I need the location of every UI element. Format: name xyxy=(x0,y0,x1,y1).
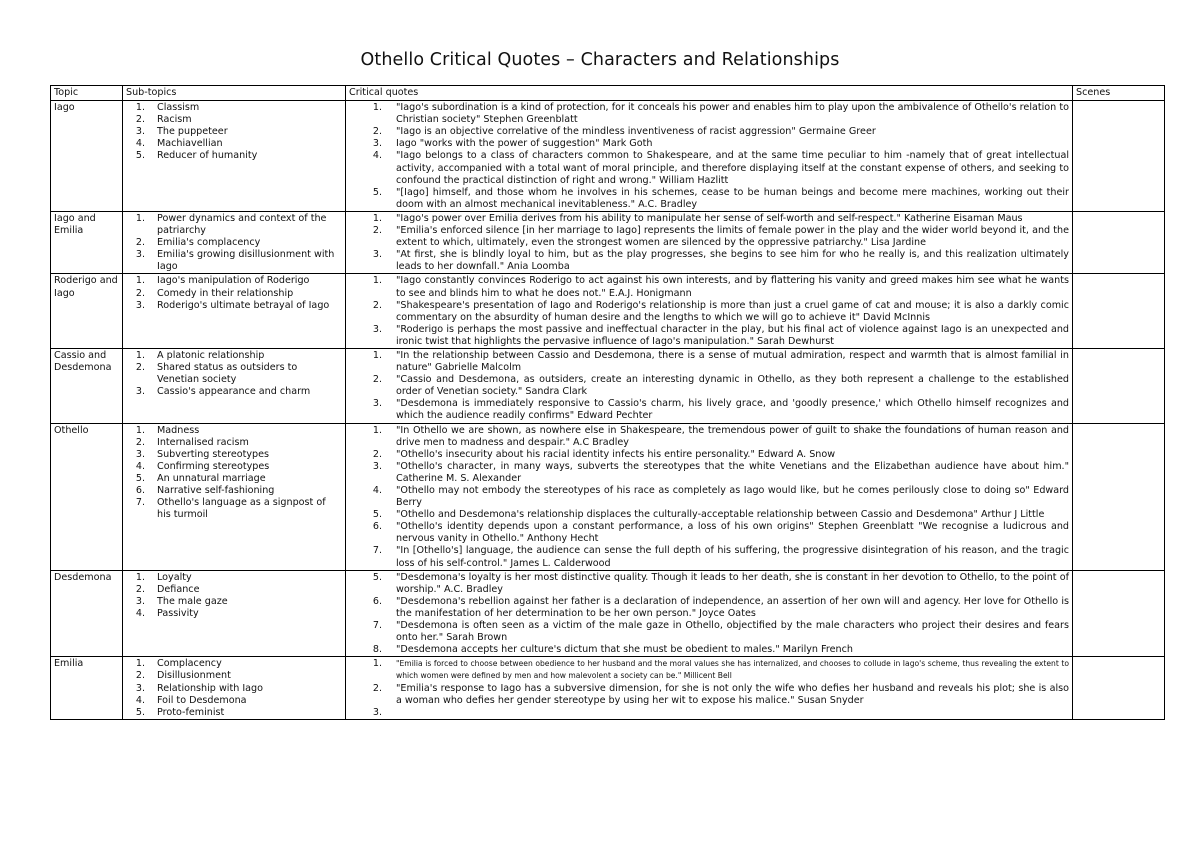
quote-number: 1. xyxy=(372,212,382,224)
table-row xyxy=(51,348,1165,423)
quote-number: 3. xyxy=(372,323,382,335)
subtopic-item xyxy=(126,596,342,608)
quote-number: 1. xyxy=(372,349,382,361)
quote-number: 4. xyxy=(372,150,382,162)
quote-text: "Desdemona accepts her culture's dictum that she must be obedient to males." Marilyn French xyxy=(396,644,853,656)
subtopic-number: 2. xyxy=(135,670,145,682)
quote-number: 1. xyxy=(372,102,382,114)
subtopic-number: 5. xyxy=(135,150,145,162)
subtopic-number: 1. xyxy=(135,571,145,583)
topic-cell: Cassio and Desdemona xyxy=(51,348,123,423)
subtopic-item xyxy=(126,350,342,362)
topic-cell: Emilia xyxy=(51,657,123,719)
subtopic-text: An unnatural marriage xyxy=(157,472,266,484)
quote-text: "Othello's identity depends upon a constant performance, a loss of his own origins" Stephen Greenblatt "We recognise a ludicrous and nervous vanity in Othello." Anthony Hecht xyxy=(396,521,1069,545)
table-row xyxy=(51,657,1165,719)
subtopic-text: Internalised racism xyxy=(157,436,249,448)
subtopics-cell xyxy=(123,211,346,273)
quote-text: "Iago's subordination is a kind of protection, for it conceals his power and enables him to play upon the ambivalence of Othello's relation to Christian society" Stephen Greenblatt xyxy=(396,102,1069,126)
quote-number: 1. xyxy=(372,658,382,670)
subtopic-text: Roderigo's ultimate betrayal of Iago xyxy=(157,299,330,311)
subtopic-item xyxy=(126,707,342,719)
subtopic-text: Emilia's complacency xyxy=(157,237,261,249)
subtopic-text: Confirming stereotypes xyxy=(157,460,270,472)
subtopics-cell xyxy=(123,101,346,212)
subtopic-item xyxy=(126,497,342,521)
quote-item xyxy=(349,126,1069,138)
quote-item xyxy=(349,449,1069,461)
subtopic-item xyxy=(126,449,342,461)
quote-item xyxy=(349,620,1069,644)
subtopic-item xyxy=(126,138,342,150)
scenes-cell xyxy=(1073,211,1165,273)
subtopic-item xyxy=(126,572,342,584)
quote-text: "Emilia is forced to choose between obedience to her husband and the moral values she has internalized, and chooses to collude in Iago's scheme, thus revealing the extent to which women were defined by men and how malevolent a society can be." Millicent Bell xyxy=(396,659,1069,681)
table-row xyxy=(51,101,1165,212)
subtopic-text: Racism xyxy=(157,114,192,126)
subtopic-item xyxy=(126,437,342,449)
quote-text: "In [Othello's] language, the audience can sense the full depth of his suffering, the progressive disintegration of his reason, and the tragic loss of his self-control." James L. Calderwood xyxy=(396,545,1069,569)
quote-number: 3. xyxy=(372,706,382,718)
quote-item xyxy=(349,350,1069,374)
quote-number: 4. xyxy=(372,485,382,496)
quote-text: "Othello's character, in many ways, subverts the stereotypes that the white Venetians and the Elizabethan audience have about him." Catherine M. S. Alexander xyxy=(396,460,1069,484)
subtopic-text: Proto-feminist xyxy=(157,706,225,718)
subtopic-text: Passivity xyxy=(157,607,199,619)
quote-item xyxy=(349,225,1069,249)
subtopic-text: Madness xyxy=(157,424,200,436)
quote-item xyxy=(349,572,1069,596)
subtopic-number: 3. xyxy=(135,448,145,460)
quote-item xyxy=(349,509,1069,521)
quote-item xyxy=(349,521,1069,545)
quote-text: "Iago constantly convinces Roderigo to act against his own interests, and by flattering his vanity and greed makes him see what he wants to see and blinds him to what he does not." E.A.J. Honigmann xyxy=(396,275,1069,299)
subtopic-number: 6. xyxy=(135,485,145,496)
subtopic-item xyxy=(126,300,342,312)
subtopic-number: 1. xyxy=(135,275,145,287)
quote-text: Iago "works with the power of suggestion" Mark Goth xyxy=(396,138,653,150)
quote-item xyxy=(349,644,1069,656)
subtopic-item xyxy=(126,213,342,237)
subtopic-text: Emilia's growing disillusionment with Iago xyxy=(157,249,335,273)
subtopic-text: Comedy in their relationship xyxy=(157,287,294,299)
subtopic-text: The male gaze xyxy=(157,595,228,607)
quote-item xyxy=(349,658,1069,682)
subtopic-text: Complacency xyxy=(157,658,222,670)
quote-item xyxy=(349,324,1069,348)
subtopic-item xyxy=(126,425,342,437)
subtopic-item xyxy=(126,670,342,682)
header-critical-quotes: Critical quotes xyxy=(346,86,1073,101)
subtopic-number: 3. xyxy=(135,682,145,694)
quote-text: "Othello may not embody the stereotypes of his race as completely as Iago would like, but he comes perilously close to doing so" Edward Berry xyxy=(396,485,1069,509)
subtopic-text: Narrative self-fashioning xyxy=(157,485,275,496)
quote-number: 2. xyxy=(372,682,382,694)
subtopic-number: 1. xyxy=(135,349,145,361)
subtopic-text: A platonic relationship xyxy=(157,349,265,361)
quote-number: 1. xyxy=(372,275,382,287)
table-header-row xyxy=(51,86,1165,101)
subtopic-item xyxy=(126,695,342,707)
subtopic-number: 4. xyxy=(135,607,145,619)
quote-item xyxy=(349,683,1069,707)
topic-cell: Desdemona xyxy=(51,570,123,657)
quote-item xyxy=(349,213,1069,225)
quotes-table xyxy=(50,85,1165,720)
subtopic-text: Loyalty xyxy=(157,571,192,583)
subtopic-item xyxy=(126,461,342,473)
header-subtopics: Sub-topics xyxy=(123,86,346,101)
quote-number: 5. xyxy=(372,186,382,198)
subtopic-number: 2. xyxy=(135,114,145,126)
subtopic-item xyxy=(126,150,342,162)
quotes-cell xyxy=(346,274,1073,349)
quote-text: "Desdemona is immediately responsive to Cassio's charm, his lively grace, and 'goodly presence,' which Othello himself recognizes and which the audience readily confirms" Edward Pechter xyxy=(396,398,1069,422)
quote-text: "At first, she is blindly loyal to him, but as the play progresses, she begins to see him for who he really is, and this realization ultimately leads to her downfall." Ania Loomba xyxy=(396,249,1069,273)
quote-item xyxy=(349,596,1069,620)
quote-item xyxy=(349,102,1069,126)
quote-number: 7. xyxy=(372,620,382,632)
quote-item xyxy=(349,150,1069,186)
quote-text: "Desdemona is often seen as a victim of the male gaze in Othello, objectified by the male characters who project their desires and fears onto her." Sarah Brown xyxy=(396,620,1069,644)
subtopic-item xyxy=(126,126,342,138)
quote-text: "In the relationship between Cassio and Desdemona, there is a sense of mutual admiration, respect and warmth that is almost familial in nature" Gabrielle Malcolm xyxy=(396,349,1069,374)
subtopic-item xyxy=(126,362,342,386)
quote-number: 2. xyxy=(372,374,382,386)
subtopic-number: 3. xyxy=(135,386,145,398)
quotes-cell xyxy=(346,211,1073,273)
quote-text: "Cassio and Desdemona, as outsiders, create an interesting dynamic in Othello, as they both represent a challenge to the established order of Venetian society." Sandra Clark xyxy=(396,374,1069,398)
subtopics-cell xyxy=(123,570,346,657)
quote-item xyxy=(349,707,1069,719)
quotes-cell xyxy=(346,657,1073,719)
quote-item xyxy=(349,138,1069,150)
subtopics-cell xyxy=(123,423,346,570)
subtopic-item xyxy=(126,473,342,485)
quote-text: "Othello and Desdemona's relationship displaces the culturally-acceptable relationship between Cassio and Desdemona" Arthur J Little xyxy=(396,509,1045,521)
table-row xyxy=(51,211,1165,273)
quotes-cell xyxy=(346,570,1073,657)
quote-item xyxy=(349,249,1069,273)
quote-text xyxy=(396,707,1069,719)
scenes-cell xyxy=(1073,570,1165,657)
subtopic-text: Disillusionment xyxy=(157,670,231,682)
subtopic-text: Power dynamics and context of the patriarchy xyxy=(157,212,327,237)
quote-text: "Desdemona's loyalty is her most distinctive quality. Though it leads to her death, she is constant in her devotion to Othello, to the point of worship." A.C. Bradley xyxy=(396,571,1069,595)
quotes-cell xyxy=(346,101,1073,212)
quote-item xyxy=(349,485,1069,509)
quote-item xyxy=(349,398,1069,422)
header-scenes: Scenes xyxy=(1073,86,1165,101)
subtopic-text: Iago's manipulation of Roderigo xyxy=(157,275,310,287)
table-row xyxy=(51,423,1165,570)
subtopic-item xyxy=(126,683,342,695)
topic-cell: Othello xyxy=(51,423,123,570)
quote-number: 6. xyxy=(372,521,382,533)
quote-text: "Iago's power over Emilia derives from his ability to manipulate her sense of self-worth and self-respect." Katherine Eisaman Maus xyxy=(396,212,1023,224)
quote-text: "[Iago] himself, and those whom he involves in his schemes, cease to be human beings and become mere machines, working out their doom with an almost mechanical inevitableness." A.C. Bradley xyxy=(396,186,1069,210)
subtopic-item xyxy=(126,608,342,620)
topic-cell: Iago xyxy=(51,101,123,212)
subtopic-text: Machiavellian xyxy=(157,138,223,150)
subtopic-number: 2. xyxy=(135,362,145,374)
table-row xyxy=(51,274,1165,349)
quote-item xyxy=(349,461,1069,485)
subtopics-cell xyxy=(123,274,346,349)
scenes-cell xyxy=(1073,274,1165,349)
subtopic-item xyxy=(126,485,342,497)
quote-text: "Desdemona's rebellion against her father is a declaration of independence, an assertion of her own will and agency. Her love for Othello is the manifestation of her determination to be her own person." Joyce Oates xyxy=(396,595,1069,619)
subtopic-number: 4. xyxy=(135,138,145,150)
subtopic-number: 1. xyxy=(135,102,145,114)
quote-number: 3. xyxy=(372,249,382,261)
quote-number: 2. xyxy=(372,448,382,460)
quote-number: 3. xyxy=(372,138,382,150)
quote-item xyxy=(349,275,1069,299)
quote-number: 6. xyxy=(372,595,382,607)
subtopic-number: 2. xyxy=(135,436,145,448)
quote-text: "Othello's insecurity about his racial identity infects his entire personality." Edward A. Snow xyxy=(396,448,836,460)
quote-number: 1. xyxy=(372,424,382,436)
quote-text: "Shakespeare's presentation of Iago and Roderigo's relationship is more than just a cruel game of cat and mouse; it is also a darkly comic commentary on the absurdity of human desire and the lengths to which we will go to achieve it" David McInnis xyxy=(396,299,1069,323)
scenes-cell xyxy=(1073,423,1165,570)
topic-cell: Iago and Emilia xyxy=(51,211,123,273)
scenes-cell xyxy=(1073,101,1165,212)
subtopic-text: Defiance xyxy=(157,583,200,595)
subtopic-text: The puppeteer xyxy=(157,126,228,138)
subtopic-item xyxy=(126,249,342,273)
quote-text: "Emilia's response to Iago has a subversive dimension, for she is not only the wife who defies her husband and reveals his plot; she is also a woman who defies her gender stereotype by using her wit to expose his malice." Susan Snyder xyxy=(396,682,1069,706)
subtopic-number: 1. xyxy=(135,658,145,670)
subtopic-item xyxy=(126,386,342,398)
scenes-cell xyxy=(1073,657,1165,719)
subtopic-number: 2. xyxy=(135,237,145,249)
quotes-cell xyxy=(346,423,1073,570)
quote-item xyxy=(349,300,1069,324)
subtopic-item xyxy=(126,237,342,249)
quotes-cell xyxy=(346,348,1073,423)
quote-number: 7. xyxy=(372,545,382,557)
scenes-cell xyxy=(1073,348,1165,423)
quote-item xyxy=(349,425,1069,449)
page-title: Othello Critical Quotes – Characters and Relationships xyxy=(360,50,840,70)
subtopic-text: Cassio's appearance and charm xyxy=(157,386,311,398)
quote-item xyxy=(349,374,1069,398)
subtopic-item xyxy=(126,658,342,670)
subtopic-number: 5. xyxy=(135,706,145,718)
subtopic-number: 2. xyxy=(135,583,145,595)
topic-cell: Roderigo and Iago xyxy=(51,274,123,349)
quote-text: "Emilia's enforced silence [in her marriage to Iago] represents the limits of female power in the play and the wider world beyond it, and the extent to which, ultimately, even the strongest women are silenced by the oppressive patriarchy." Lisa Jardine xyxy=(396,225,1069,249)
quote-item xyxy=(349,545,1069,569)
quote-number: 2. xyxy=(372,225,382,237)
subtopic-item xyxy=(126,102,342,114)
quote-text: "Iago is an objective correlative of the mindless inventiveness of racist aggression" Germaine Greer xyxy=(396,126,876,138)
subtopic-number: 1. xyxy=(135,424,145,436)
subtopic-item xyxy=(126,275,342,287)
subtopic-number: 3. xyxy=(135,299,145,311)
quote-number: 2. xyxy=(372,126,382,138)
subtopic-item xyxy=(126,114,342,126)
subtopic-number: 3. xyxy=(135,249,145,261)
subtopic-text: Classism xyxy=(157,102,200,114)
quote-text: "Iago belongs to a class of characters common to Shakespeare, and at the same time peculiar to him -namely that of great intellectual activity, accompanied with a total want of moral principle, and therefore displaying itself at the constant expense of others, and seeking to confound the practical distinction of right and wrong." William Hazlitt xyxy=(396,150,1069,186)
subtopic-number: 2. xyxy=(135,287,145,299)
quote-number: 3. xyxy=(372,398,382,410)
quote-text: "In Othello we are shown, as nowhere else in Shakespeare, the tremendous power of guilt to shake the foundations of human reason and drive men to madness and despair." A.C Bradley xyxy=(396,424,1069,448)
subtopic-text: Reducer of humanity xyxy=(157,150,258,162)
subtopic-text: Shared status as outsiders to Venetian society xyxy=(157,362,298,386)
quote-number: 5. xyxy=(372,509,382,521)
header-topic: Topic xyxy=(51,86,123,101)
table-row xyxy=(51,570,1165,657)
quote-number: 2. xyxy=(372,299,382,311)
subtopic-text: Subverting stereotypes xyxy=(157,448,270,460)
quote-text: "Roderigo is perhaps the most passive and ineffectual character in the play, but his final act of violence against Iago is an unexpected and ironic twist that highlights the pervasive influence of Iago's manipulation." Sarah Dewhurst xyxy=(396,323,1069,347)
subtopic-number: 4. xyxy=(135,694,145,706)
subtopic-text: Othello's language as a signpost of his turmoil xyxy=(157,497,326,521)
quote-number: 8. xyxy=(372,644,382,656)
subtopic-number: 5. xyxy=(135,472,145,484)
subtopic-number: 3. xyxy=(135,595,145,607)
subtopic-text: Relationship with Iago xyxy=(157,682,264,694)
subtopics-cell xyxy=(123,348,346,423)
quote-number: 3. xyxy=(372,460,382,472)
subtopic-item xyxy=(126,288,342,300)
quote-number: 5. xyxy=(372,571,382,583)
quote-item xyxy=(349,187,1069,211)
subtopic-text: Foil to Desdemona xyxy=(157,694,247,706)
subtopic-number: 1. xyxy=(135,212,145,224)
subtopic-item xyxy=(126,584,342,596)
subtopic-number: 3. xyxy=(135,126,145,138)
subtopic-number: 7. xyxy=(135,497,145,509)
subtopics-cell xyxy=(123,657,346,719)
subtopic-number: 4. xyxy=(135,460,145,472)
